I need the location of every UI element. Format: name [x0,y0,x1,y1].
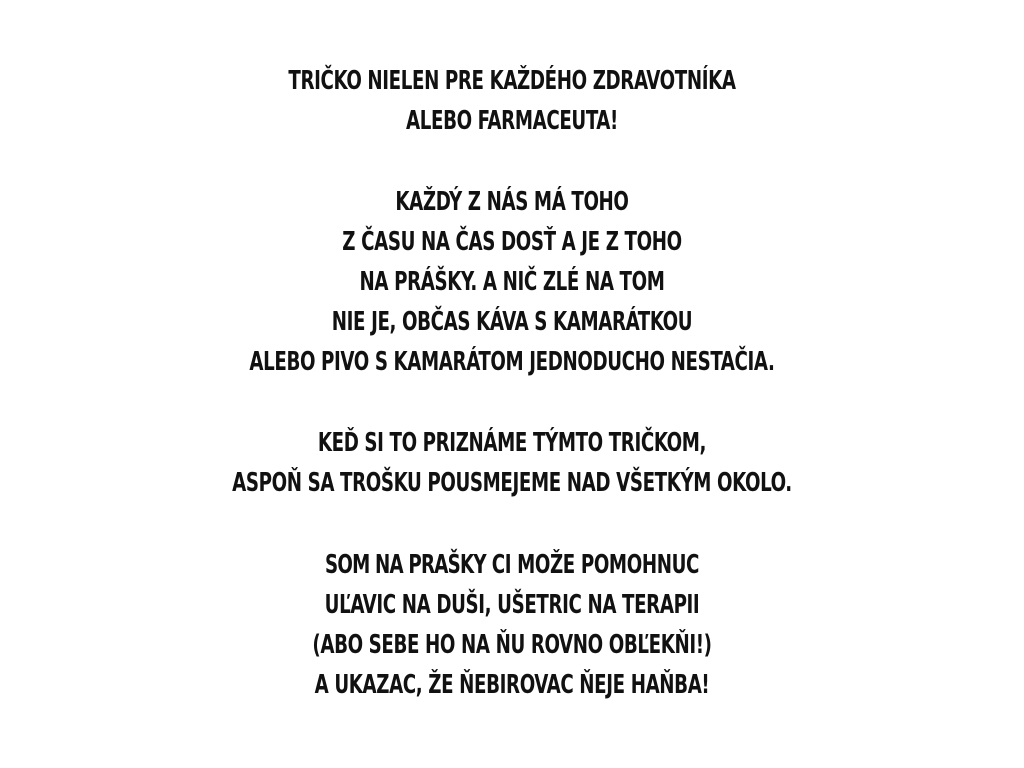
slogan-line-2: UĽAVIC NA DUŠI, UŠETRIC NA TERAPII [324,590,700,620]
slogan-emphasis: SOM NA PRAŠKY [324,550,486,580]
story-line-2: Z ČASU NA ČAS DOSŤ A JE Z TOHO [342,227,682,257]
admission-line-2: ASPOŇ SA TROŠKU POUSMEJEME NAD VŠETKÝM OKOLO. [232,468,792,498]
slogan-rest: CI MOŽE POMOHNUC [485,550,700,580]
slogan-line-3: (ABO SEBE HO NA ŇU ROVNO OBĽEKŇI!) [312,630,712,660]
story-line-4: NIE JE, OBČAS KÁVA S KAMARÁTKOU [331,307,693,337]
intro-line-2: ALEBO FARMACEUTA! [406,106,618,136]
slogan-line-1 [113,545,912,585]
admission-line-1: KEĎ SI TO PRIZNÁME TÝMTO TRIČKOM, [317,428,707,458]
intro-line-1: TRIČKO NIELEN PRE KAŽDÉHO ZDRAVOTNÍKA [288,66,736,96]
story-line-3: NA PRÁŠKY. A NIČ ZLÉ NA TOM [359,267,665,297]
story-line-5: ALEBO PIVO S KAMARÁTOM JEDNODUCHO NESTAČIA. [249,347,775,377]
story-line-1: KAŽDÝ Z NÁS MÁ TOHO [395,187,629,217]
slogan-line-4: A UKAZAC, ŽE ŇEBIROVAC ŇEJE HAŇBA! [314,670,710,700]
